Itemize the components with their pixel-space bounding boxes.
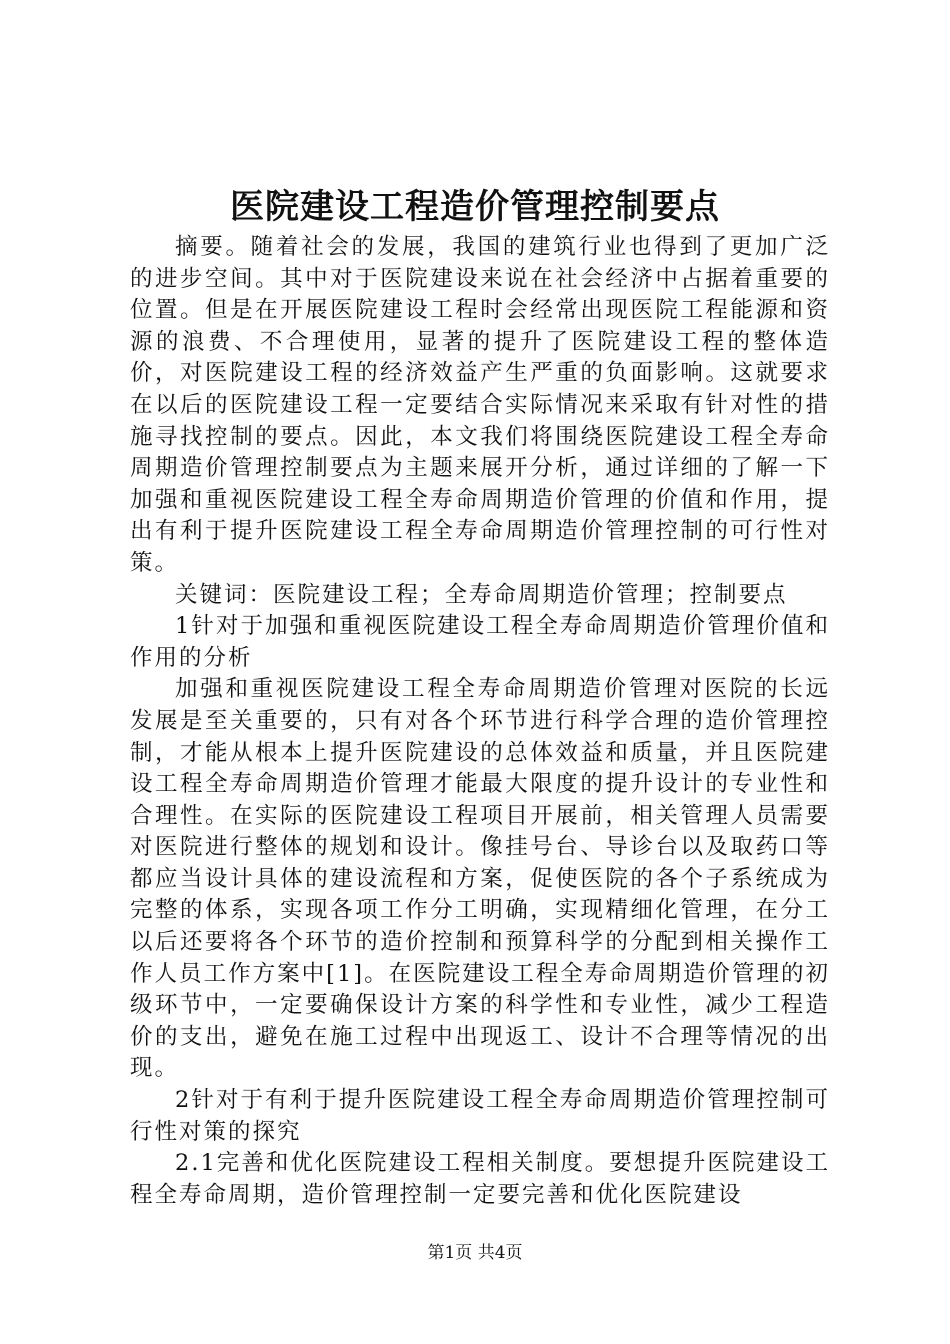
document-body [130,232,830,1211]
section-1-heading: 1针对于加强和重视医院建设工程全寿命周期造价管理价值和作用的分析 [130,613,830,671]
section-2-heading: 2针对于有利于提升医院建设工程全寿命周期造价管理控制可行性对策的探究 [130,1087,830,1145]
page-footer: 第1页 共4页 [427,1243,523,1263]
keywords-paragraph: 关键词：医院建设工程；全寿命周期造价管理；控制要点 [175,581,788,608]
document-title: 医院建设工程造价管理控制要点 [230,187,720,227]
abstract-paragraph: 摘要。随着社会的发展，我国的建筑行业也得到了更加广泛的进步空间。其中对于医院建设来说在社会经济中占据着重要的位置。但是在开展医院建设工程时会经常出现医院工程能源和资源的浪费、不合理使用，显著的提升了医院建设工程的整体造价，对医院建设工程的经济效益产生严重的负面影响。这就要求在以后的医院建设工程一定要结合实际情况来采取有针对性的措施寻找控制的要点。因此，本文我们将围绕医院建设工程全寿命周期造价管理控制要点为主题来展开分析，通过详细的了解一下加强和重视医院建设工程全寿命周期造价管理的价值和作用，提出有利于提升医院建设工程全寿命周期造价管理控制的可行性对策。 [130,234,830,576]
section-2-1-paragraph: 2.1完善和优化医院建设工程相关制度。要想提升医院建设工程全寿命周期，造价管理控制一定要完善和优化医院建设 [130,1150,830,1208]
section-1-paragraph: 加强和重视医院建设工程全寿命周期造价管理对医院的长远发展是至关重要的，只有对各个环节进行科学合理的造价管理控制，才能从根本上提升医院建设的总体效益和质量，并且医院建设工程全寿命周期造价管理才能最大限度的提升设计的专业性和合理性。在实际的医院建设工程项目开展前，相关管理人员需要对医院进行整体的规划和设计。像挂号台、导诊台以及取药口等都应当设计具体的建设流程和方案，促使医院的各个子系统成为完整的体系，实现各项工作分工明确，实现精细化管理，在分工以后还要将各个环节的造价控制和预算科学的分配到相关操作工作人员工作方案中[1]。在医院建设工程全寿命周期造价管理的初级环节中，一定要确保设计方案的科学性和专业性，减少工程造价的支出，避免在施工过程中出现返工、设计不合理等情况的出现。 [130,676,830,1082]
